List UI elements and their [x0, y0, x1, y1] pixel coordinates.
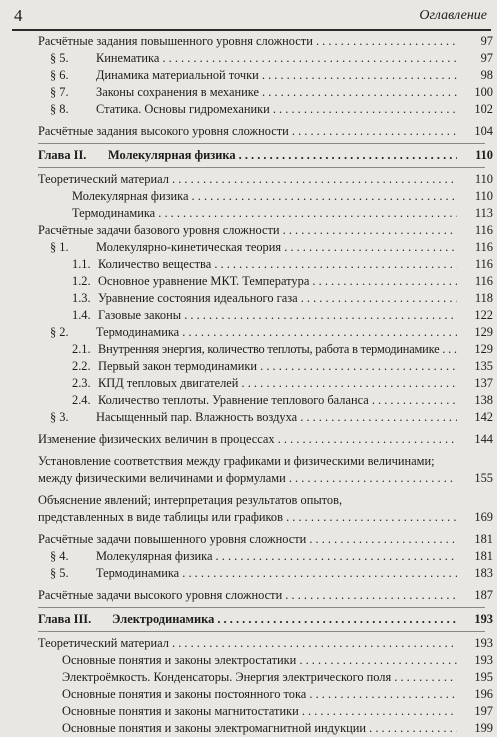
toc-entry-title: Установление соответствия между графиками и физическими величинами; — [38, 454, 435, 468]
toc-entry-page: 129 — [474, 342, 493, 356]
chapter-number: Глава III. — [38, 612, 92, 626]
toc-entry[interactable] — [0, 652, 497, 669]
toc-entry-title: Уравнение состояния идеального газа . . . — [98, 290, 457, 307]
toc-entry-number: § 7. — [50, 85, 69, 99]
chapter-title: Электродинамика . . . — [112, 611, 457, 628]
toc-entry-title: Количество теплоты. Уравнение теплового баланса . . . — [98, 392, 457, 409]
toc-entry-page: 193 — [474, 653, 493, 667]
page-number: 4 — [14, 6, 23, 25]
toc-entry[interactable] — [0, 686, 497, 703]
toc-entry[interactable] — [0, 273, 497, 290]
toc-entry-page: 110 — [474, 172, 493, 186]
toc-entry-title: Теоретический материал . . . — [38, 171, 457, 188]
toc-entry-title: представленных в виде таблицы или графиков . . . — [38, 509, 457, 526]
toc-entry-page: 116 — [474, 274, 493, 288]
toc-entry-title: Законы сохранения в механике . . . — [96, 84, 457, 101]
toc-entry-page: 110 — [474, 189, 493, 203]
toc-chapter[interactable] — [0, 611, 497, 628]
toc-entry-title: Расчётные задачи повышенного уровня сложности . . . — [38, 531, 457, 548]
toc-entry-number: § 3. — [50, 410, 69, 424]
toc-entry-page: 181 — [474, 532, 493, 546]
toc-entry-title: Расчётные задачи базового уровня сложности . . . — [38, 222, 457, 239]
toc-entry-title: Молекулярная физика . . . — [96, 548, 457, 565]
toc-entry[interactable] — [0, 720, 497, 737]
toc-entry[interactable] — [0, 307, 497, 324]
toc-entry[interactable] — [0, 587, 497, 604]
toc-entry-number: 1.2. — [72, 274, 91, 288]
toc-entry-page: 142 — [474, 410, 493, 424]
toc-entry-title: Насыщенный пар. Влажность воздуха . . . — [96, 409, 457, 426]
toc-entry-title: Основные понятия и законы электромагнитной индукции . . . — [62, 720, 457, 737]
toc-entry-title: Электроёмкость. Конденсаторы. Энергия электрического поля . . . — [62, 669, 457, 686]
toc-entry-title: Количество вещества . . . — [98, 256, 457, 273]
toc-chapter[interactable] — [0, 147, 497, 164]
toc-entry-title: Изменение физических величин в процессах . . . — [38, 431, 457, 448]
toc-entry[interactable] — [0, 239, 497, 256]
toc-entry[interactable] — [0, 67, 497, 84]
toc-entry[interactable] — [0, 548, 497, 565]
toc-entry-title: Молекулярно-кинетическая теория . . . — [96, 239, 457, 256]
toc-entry-title: Газовые законы . . . — [98, 307, 457, 324]
toc-entry[interactable] — [0, 188, 497, 205]
toc-entry[interactable] — [0, 290, 497, 307]
toc-entry-page: 116 — [474, 223, 493, 237]
toc-entry-page: 187 — [474, 588, 493, 602]
toc-entry-title: Термодинамика . . . — [96, 324, 457, 341]
toc-entry-line1[interactable] — [0, 492, 497, 509]
toc-entry-page: 197 — [474, 704, 493, 718]
toc-entry-page: 183 — [474, 566, 493, 580]
toc-entry-number: § 1. — [50, 240, 69, 254]
divider — [38, 631, 485, 632]
table-of-contents — [0, 33, 497, 737]
toc-entry-page: 98 — [480, 68, 493, 82]
toc-entry-number: § 8. — [50, 102, 69, 116]
header-rule — [12, 29, 491, 31]
chapter-title: Молекулярная физика . . . — [108, 147, 457, 164]
toc-entry[interactable] — [0, 222, 497, 239]
toc-entry[interactable] — [0, 703, 497, 720]
toc-entry-title: Молекулярная физика . . . — [72, 188, 457, 205]
toc-entry-title: КПД тепловых двигателей . . . — [98, 375, 457, 392]
toc-entry-number: 1.3. — [72, 291, 91, 305]
running-header: Оглавление — [419, 8, 487, 23]
toc-entry-number: 2.2. — [72, 359, 91, 373]
toc-entry-title: Термодинамика . . . — [96, 565, 457, 582]
toc-entry[interactable] — [0, 256, 497, 273]
divider — [38, 167, 485, 168]
toc-entry-title: Объяснение явлений; интерпретация результатов опытов, — [38, 493, 343, 507]
toc-entry[interactable] — [0, 565, 497, 582]
toc-entry-page: 193 — [474, 636, 493, 650]
toc-entry-page: 196 — [474, 687, 493, 701]
toc-entry-page: 100 — [474, 85, 493, 99]
toc-entry-number: § 6. — [50, 68, 69, 82]
toc-entry-page: 97 — [480, 51, 493, 65]
toc-entry[interactable] — [0, 341, 497, 358]
toc-entry-number: § 2. — [50, 325, 69, 339]
toc-entry-number: § 4. — [50, 549, 69, 563]
toc-entry-title: Основное уравнение МКТ. Температура . . . — [98, 273, 457, 290]
toc-entry-title: Термодинамика . . . — [72, 205, 457, 222]
toc-entry-page: 116 — [474, 240, 493, 254]
toc-entry-page: 97 — [480, 34, 493, 48]
toc-entry-number: § 5. — [50, 51, 69, 65]
toc-entry-title: Основные понятия и законы постоянного тока . . . — [62, 686, 457, 703]
toc-entry-page: 138 — [474, 393, 493, 407]
toc-entry-number: 1.1. — [72, 257, 91, 271]
toc-entry-number: § 5. — [50, 566, 69, 580]
toc-entry-page: 193 — [474, 612, 493, 626]
toc-entry-title: Внутренняя энергия, количество теплоты, работа в термодинамике . . . — [98, 341, 457, 358]
toc-entry-number: 2.1. — [72, 342, 91, 356]
toc-entry[interactable] — [0, 84, 497, 101]
toc-entry-page: 135 — [474, 359, 493, 373]
toc-entry-title: Первый закон термодинамики . . . — [98, 358, 457, 375]
toc-entry-page: 181 — [474, 549, 493, 563]
toc-entry-title: Теоретический материал . . . — [38, 635, 457, 652]
toc-entry-line2[interactable] — [0, 509, 497, 526]
toc-entry[interactable] — [0, 409, 497, 426]
toc-entry[interactable] — [0, 123, 497, 140]
toc-entry-page: 116 — [474, 257, 493, 271]
toc-entry-title: Динамика материальной точки . . . — [96, 67, 457, 84]
toc-entry-title: между физическими величинами и формулами . . . — [38, 470, 457, 487]
toc-entry-number: 2.3. — [72, 376, 91, 390]
toc-entry[interactable] — [0, 375, 497, 392]
toc-entry-page: 113 — [474, 206, 493, 220]
toc-entry-page: 122 — [474, 308, 493, 322]
toc-entry-title: Основные понятия и законы магнитостатики . . . — [62, 703, 457, 720]
toc-entry-page: 137 — [474, 376, 493, 390]
toc-entry[interactable] — [0, 358, 497, 375]
toc-entry-page: 129 — [474, 325, 493, 339]
toc-entry-title: Основные понятия и законы электростатики . . . — [62, 652, 457, 669]
toc-entry-page: 155 — [474, 471, 493, 485]
toc-entry[interactable] — [0, 431, 497, 448]
toc-entry[interactable] — [0, 669, 497, 686]
toc-entry[interactable] — [0, 205, 497, 222]
divider — [38, 143, 485, 144]
toc-entry-line1[interactable] — [0, 453, 497, 470]
toc-entry[interactable] — [0, 101, 497, 118]
toc-entry-page: 104 — [474, 124, 493, 138]
toc-entry[interactable] — [0, 635, 497, 652]
toc-entry-title: Расчётные задачи высокого уровня сложности . . . — [38, 587, 457, 604]
divider — [38, 607, 485, 608]
toc-entry-title: Статика. Основы гидромеханики . . . — [96, 101, 457, 118]
toc-entry-line2[interactable] — [0, 470, 497, 487]
toc-entry[interactable] — [0, 171, 497, 188]
toc-entry-page: 195 — [474, 670, 493, 684]
toc-entry-page: 102 — [474, 102, 493, 116]
toc-entry-page: 118 — [474, 291, 493, 305]
toc-entry-page: 169 — [474, 510, 493, 524]
toc-entry[interactable] — [0, 531, 497, 548]
toc-entry[interactable] — [0, 392, 497, 409]
toc-entry-title: Расчётные задания повышенного уровня сложности . . . — [38, 33, 457, 50]
toc-entry[interactable] — [0, 33, 497, 50]
toc-entry[interactable] — [0, 324, 497, 341]
toc-entry-title: Расчётные задания высокого уровня сложности . . . — [38, 123, 457, 140]
toc-entry-title: Кинематика . . . — [96, 50, 457, 67]
toc-entry[interactable] — [0, 50, 497, 67]
toc-entry-page: 199 — [474, 721, 493, 735]
toc-entry-page: 110 — [475, 148, 493, 162]
toc-entry-number: 1.4. — [72, 308, 91, 322]
chapter-number: Глава II. — [38, 148, 87, 162]
toc-entry-page: 144 — [474, 432, 493, 446]
toc-entry-number: 2.4. — [72, 393, 91, 407]
